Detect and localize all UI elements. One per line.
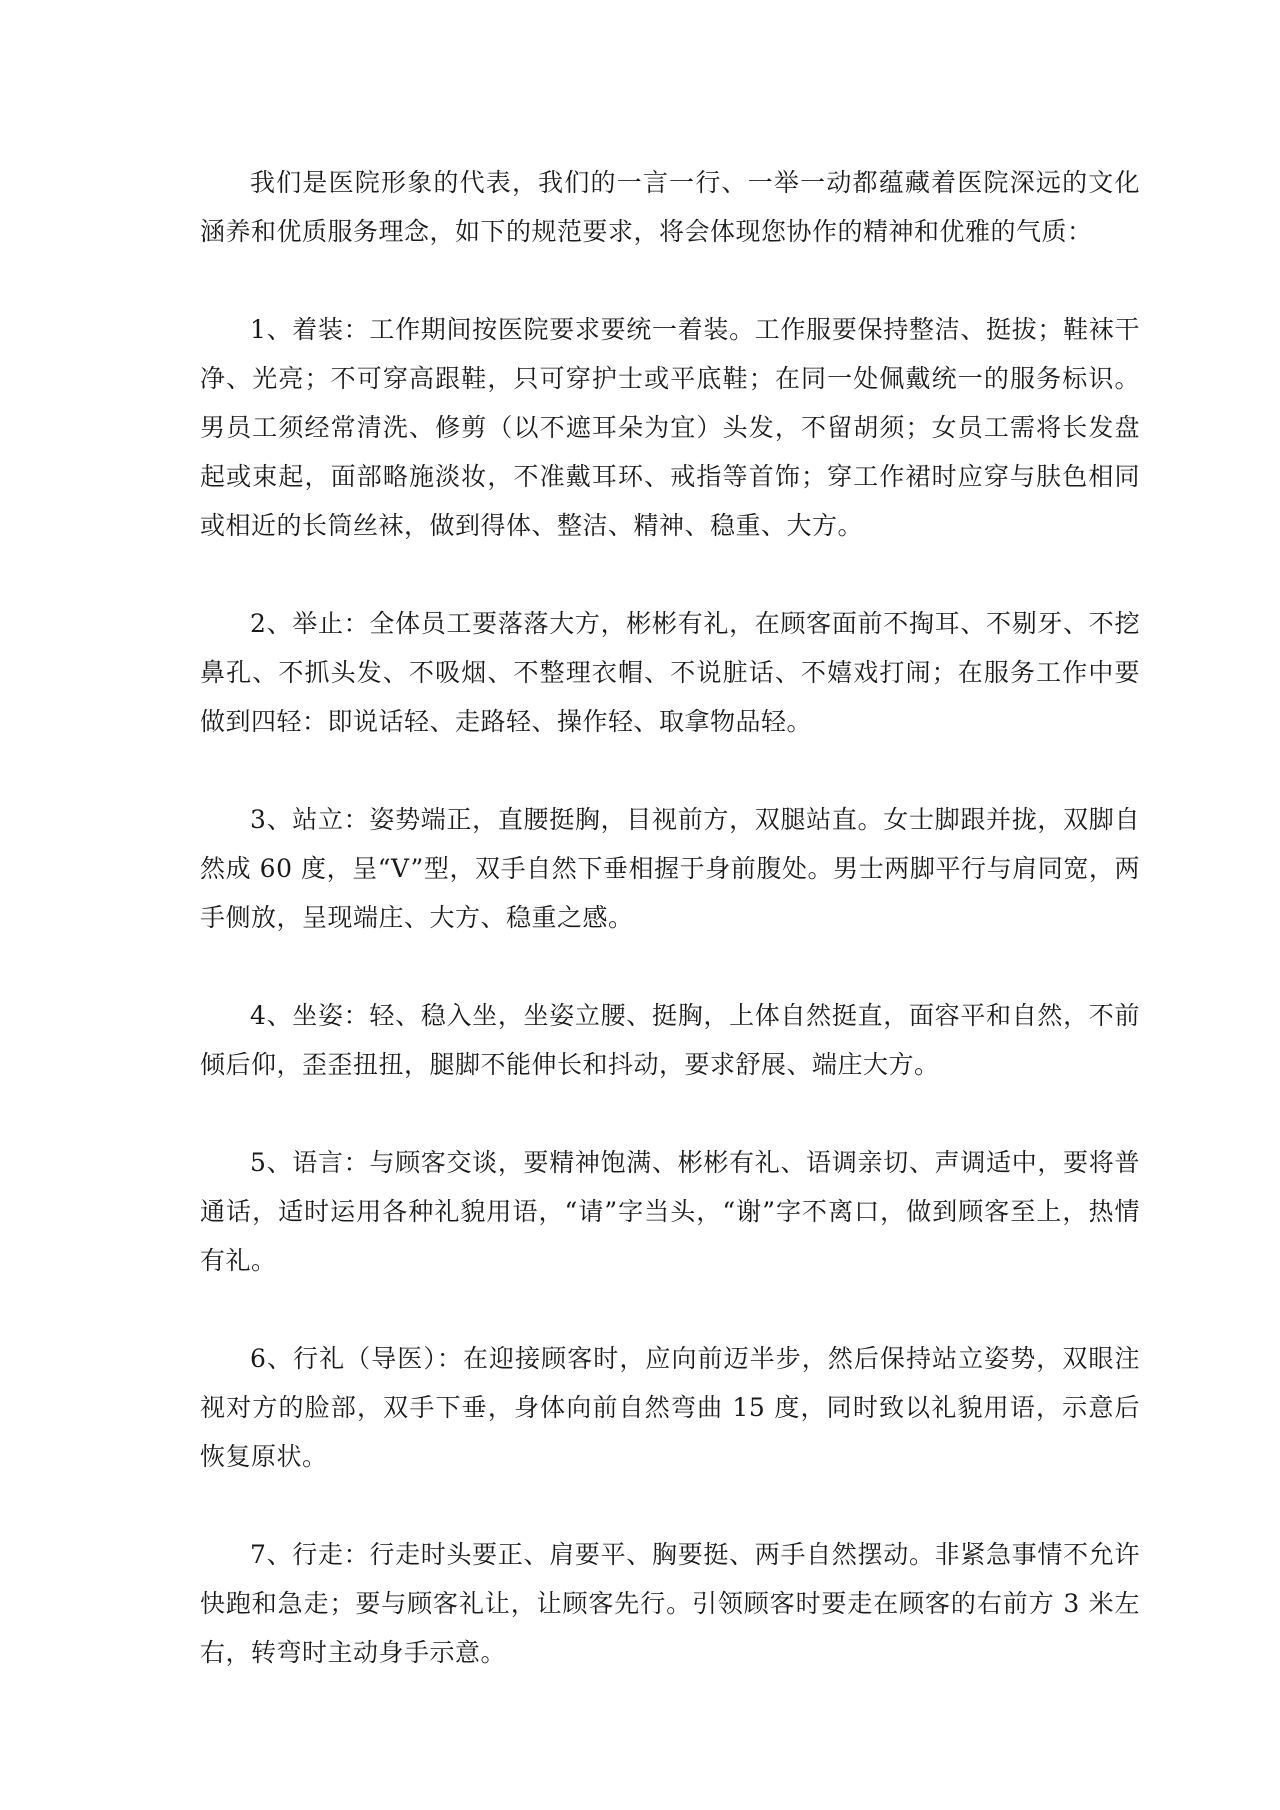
dress-code-paragraph: 1、着装：工作期间按医院要求要统一着装。工作服要保持整洁、挺拔；鞋袜干净、光亮；不可穿高跟鞋，只可穿护士或平底鞋；在同一处佩戴统一的服务标识。男员工须经常清洗、修剪（以不遮耳朵为宜）头发，不留胡须；女员工需将长发盘起或束起，面部略施淡妆，不准戴耳环、戒指等首饰；穿工作裙时应穿与肤色相同或相近的长筒丝袜，做到得体、整洁、精神、稳重、大方。 — [200, 315, 1140, 540]
walking-paragraph: 7、行走：行走时头要正、肩要平、胸要挺、两手自然摆动。非紧急事情不允许快跑和急走；要与顾客礼让，让顾客先行。引领顾客时要走在顾客的右前方 3 米左右，转弯时主动身手示意。 — [200, 1540, 1140, 1667]
intro-paragraph: 我们是医院形象的代表，我们的一言一行、一举一动都蕴藏着医院深远的文化涵养和优质服务理念，如下的规范要求，将会体现您协作的精神和优雅的气质： — [200, 168, 1140, 246]
behavior-paragraph: 2、举止：全体员工要落落大方，彬彬有礼，在顾客面前不掏耳、不剔牙、不挖鼻孔、不抓头发、不吸烟、不整理衣帽、不说脏话、不嬉戏打闹；在服务工作中要做到四轻：即说话轻、走路轻、操作轻、取拿物品轻。 — [200, 609, 1140, 736]
standing-paragraph: 3、站立：姿势端正，直腰挺胸，目视前方，双腿站直。女士脚跟并拢，双脚自然成 60 度，呈“V”型，双手自然下垂相握于身前腹处。男士两脚平行与肩同宽，两手侧放，呈现端庄、大方、稳重之感。 — [200, 805, 1140, 932]
sitting-paragraph: 4、坐姿：轻、稳入坐，坐姿立腰、挺胸，上体自然挺直，面容平和自然，不前倾后仰，歪歪扭扭，腿脚不能伸长和抖动，要求舒展、端庄大方。 — [200, 1001, 1140, 1079]
salute-paragraph: 6、行礼（导医）：在迎接顾客时，应向前迈半步，然后保持站立姿势，双眼注视对方的脸部，双手下垂，身体向前自然弯曲 15 度，同时致以礼貌用语，示意后恢复原状。 — [200, 1344, 1140, 1471]
language-paragraph: 5、语言：与顾客交谈，要精神饱满、彬彬有礼、语调亲切、声调适中，要将普通话，适时运用各种礼貌用语，“请”字当头，“谢”字不离口，做到顾客至上，热情有礼。 — [200, 1148, 1140, 1275]
document-body — [200, 158, 1140, 1726]
